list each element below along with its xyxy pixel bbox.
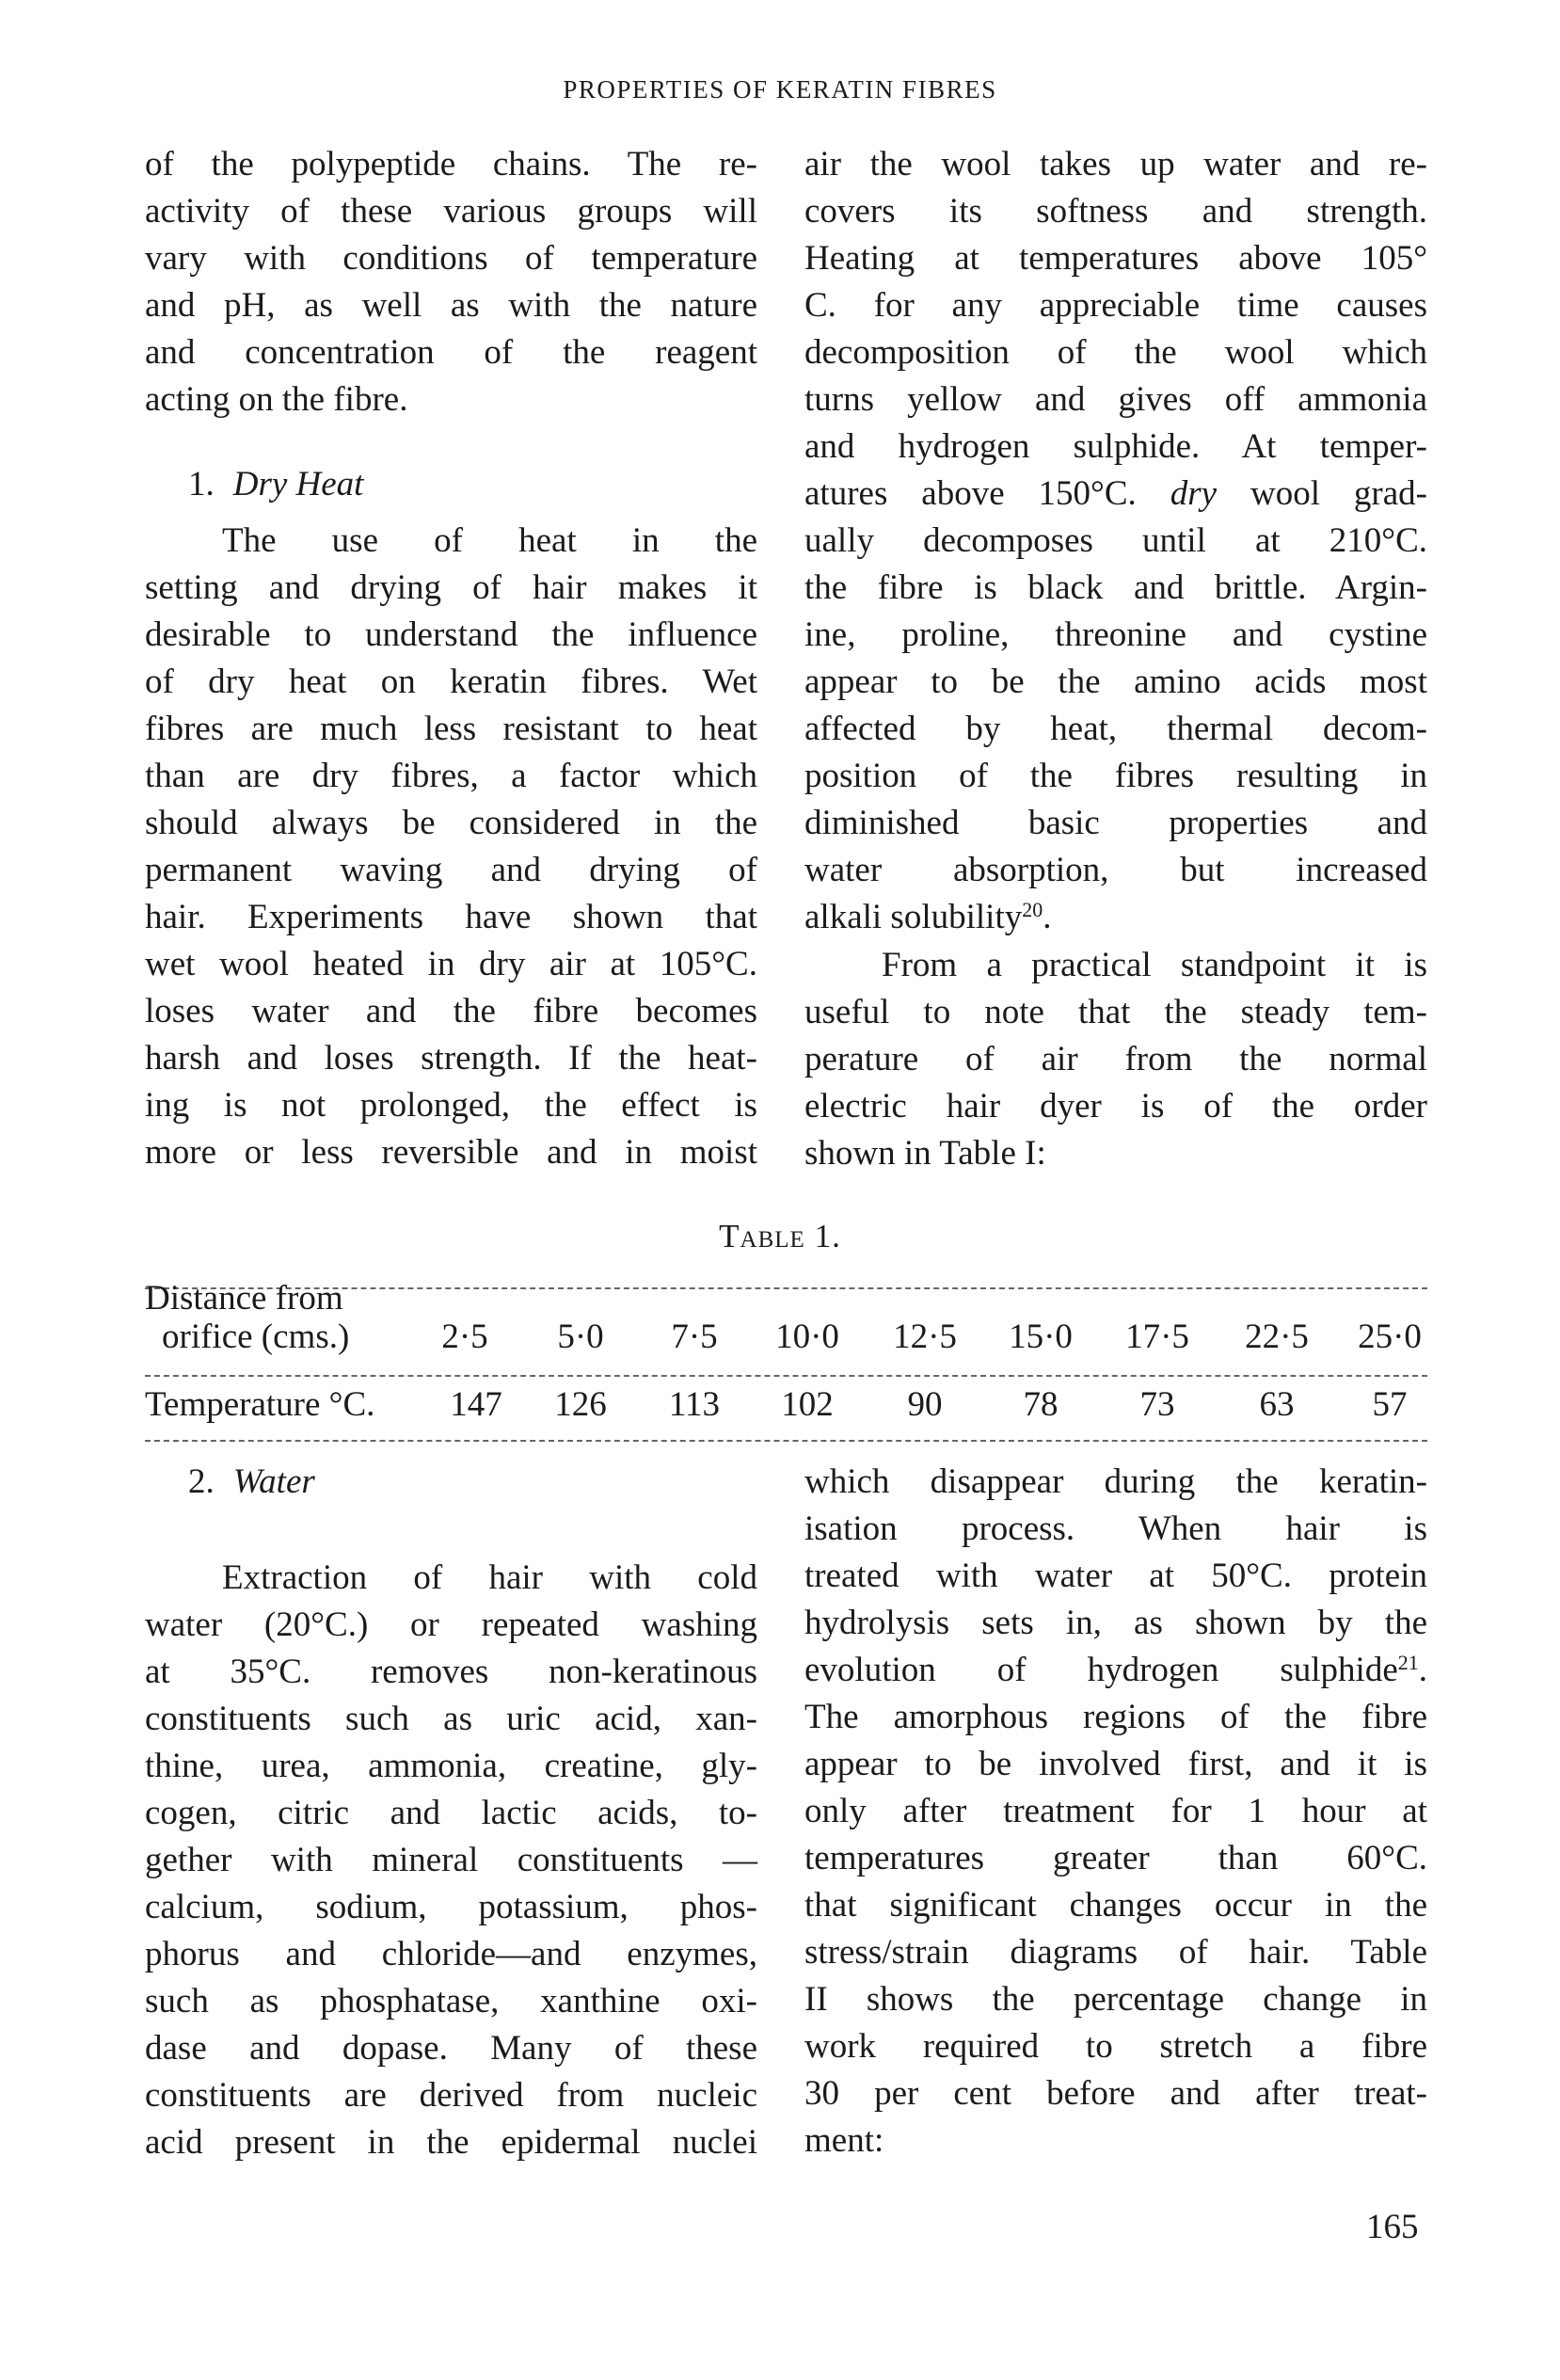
text-line: fibres are much less resistant to heat	[145, 710, 757, 748]
text-line: and pH, as well as with the nature	[145, 286, 757, 325]
text-line: gether with mineral constituents —	[145, 1841, 757, 1879]
table-cell-distance: 17·5	[1125, 1318, 1189, 1356]
text-line: calcium, sodium, potassium, phos-	[145, 1888, 757, 1926]
row-label-temperature: Temperature °C.	[145, 1385, 375, 1424]
table-cell-distance: 2·5	[441, 1318, 488, 1356]
text-line: From a practical standpoint it is	[882, 946, 1427, 984]
text-line	[804, 894, 1427, 941]
footnote-reference: 20	[1022, 898, 1043, 921]
text-line: The use of heat in the	[222, 521, 757, 560]
section-heading-dry-heat	[188, 461, 363, 508]
text-line: ine, proline, threonine and cystine	[804, 615, 1427, 654]
text-line: affected by heat, thermal decom-	[804, 710, 1427, 748]
text-segment: wool grad-	[1217, 474, 1427, 513]
text-line: cogen, citric and lactic acids, to-	[145, 1794, 757, 1832]
table-cell-temperature: 90	[907, 1385, 943, 1424]
row-label-distance-line2: orifice (cms.)	[162, 1318, 350, 1356]
text-line: the fibre is black and brittle. Argin-	[804, 568, 1427, 607]
section-title: Dry Heat	[232, 465, 364, 503]
table-cell-distance: 25·0	[1358, 1318, 1422, 1356]
row-label-distance-line1: Distance from	[145, 1279, 343, 1318]
text-segment: alkali solubility	[804, 898, 1023, 936]
footnote-reference: 21	[1397, 1651, 1419, 1674]
text-line: loses water and the fibre becomes	[145, 992, 757, 1030]
text-line: constituents such as uric acid, xan-	[145, 1700, 757, 1738]
table-caption: Table 1.	[719, 1218, 841, 1254]
paragraph-water-right	[804, 1459, 1427, 2164]
text-line: and concentration of the reagent	[145, 333, 757, 372]
table-cell-temperature: 147	[450, 1385, 502, 1424]
text-line: desirable to understand the influence	[145, 615, 757, 654]
text-line: thine, urea, ammonia, creatine, gly-	[145, 1747, 757, 1785]
text-line: vary with conditions of temperature	[145, 239, 757, 278]
table-cell-distance: 10·0	[775, 1318, 839, 1356]
text-line: more or less reversible and in moist	[145, 1133, 757, 1172]
table-middle-rule	[145, 1375, 1427, 1377]
text-line: stress/strain diagrams of hair. Table	[804, 1933, 1427, 1972]
text-line: Extraction of hair with cold	[222, 1558, 757, 1597]
table-cell-distance: 22·5	[1245, 1318, 1309, 1356]
text-line: perature of air from the normal	[804, 1040, 1427, 1078]
text-line: electric hair dyer is of the order	[804, 1087, 1427, 1126]
text-line: that significant changes occur in the	[804, 1886, 1427, 1925]
text-line: hydrolysis sets in, as shown by the	[804, 1604, 1427, 1642]
table-cell-temperature: 102	[781, 1385, 834, 1424]
text-segment: evolution of hydrogen sulphide	[804, 1651, 1398, 1689]
paragraph-dry-heat-left	[145, 518, 757, 1176]
text-line: water absorption, but increased	[804, 851, 1427, 889]
text-line: acting on the fibre.	[145, 380, 408, 419]
text-line: harsh and loses strength. If the heat-	[145, 1039, 757, 1078]
text-line: covers its softness and strength.	[804, 192, 1427, 231]
text-line: hair. Experiments have shown that	[145, 898, 757, 936]
text-segment: .	[1418, 1651, 1427, 1689]
table-cell-distance: 15·0	[1009, 1318, 1073, 1356]
text-line: turns yellow and gives off ammonia	[804, 380, 1427, 419]
running-header: PROPERTIES OF KERATIN FIBRES	[563, 75, 997, 104]
paragraph-practical	[804, 942, 1427, 1177]
text-line: dase and dopase. Many of these	[145, 2029, 757, 2068]
text-line: acid present in the epidermal nuclei	[145, 2123, 757, 2162]
text-line: ually decomposes until at 210°C.	[804, 521, 1427, 560]
text-line: air the wool takes up water and re-	[804, 145, 1427, 184]
text-line: permanent waving and drying of	[145, 851, 757, 889]
table-cell-temperature: 126	[554, 1385, 607, 1424]
text-line: wet wool heated in dry air at 105°C.	[145, 945, 757, 983]
text-line: and hydrogen sulphide. At temper-	[804, 427, 1427, 466]
paragraph-dry-heat-right	[804, 141, 1427, 941]
text-line: only after treatment for 1 hour at	[804, 1792, 1427, 1830]
text-line: isation process. When hair is	[804, 1509, 1427, 1548]
text-line: work required to stretch a fibre	[804, 2027, 1427, 2066]
text-line: should always be considered in the	[145, 804, 757, 842]
text-line: which disappear during the keratin-	[804, 1462, 1427, 1501]
text-line: setting and drying of hair makes it	[145, 568, 757, 607]
table-cell-temperature: 57	[1372, 1385, 1408, 1424]
text-line: decomposition of the wool which	[804, 333, 1427, 372]
text-line: Heating at temperatures above 105°	[804, 239, 1427, 278]
text-line: than are dry fibres, a factor which	[145, 757, 757, 795]
text-line: ment:	[804, 2121, 884, 2160]
text-line: phorus and chloride—and enzymes,	[145, 1935, 757, 1973]
section-title: Water	[232, 1462, 315, 1501]
text-line: temperatures greater than 60°C.	[804, 1839, 1427, 1877]
text-line: such as phosphatase, xanthine oxi-	[145, 1982, 757, 2021]
text-line: II shows the percentage change in	[804, 1980, 1427, 2019]
text-line: appear to be the amino acids most	[804, 663, 1427, 701]
text-line: water (20°C.) or repeated washing	[145, 1605, 757, 1644]
text-line: at 35°C. removes non-keratinous	[145, 1653, 757, 1691]
table-cell-distance: 5·0	[557, 1318, 604, 1356]
text-line: 30 per cent before and after treat-	[804, 2074, 1427, 2113]
text-line	[804, 1647, 1427, 1694]
paragraph-intro	[145, 141, 757, 423]
text-line: treated with water at 50°C. protein	[804, 1557, 1427, 1595]
section-number: 2.	[188, 1462, 215, 1501]
table-cell-distance: 12·5	[893, 1318, 957, 1356]
text-line: ing is not prolonged, the effect is	[145, 1086, 757, 1125]
table-cell-temperature: 113	[668, 1385, 721, 1424]
table-cell-distance: 7·5	[671, 1318, 718, 1356]
table-cell-temperature: 63	[1259, 1385, 1295, 1424]
text-line: C. for any appreciable time causes	[804, 286, 1427, 325]
text-line: shown in Table I:	[804, 1134, 1046, 1173]
table-cell-temperature: 73	[1139, 1385, 1175, 1424]
table-bottom-rule	[145, 1440, 1427, 1442]
text-line: diminished basic properties and	[804, 804, 1427, 842]
text-line: The amorphous regions of the fibre	[804, 1698, 1427, 1736]
text-segment: atures above 150°C.	[804, 474, 1170, 513]
italic-text: dry	[1170, 474, 1218, 513]
text-segment: .	[1043, 898, 1052, 936]
paragraph-water-left	[145, 1555, 757, 2166]
text-line: activity of these various groups will	[145, 192, 757, 231]
text-line: constituents are derived from nucleic	[145, 2076, 757, 2115]
text-line: appear to be involved first, and it is	[804, 1745, 1427, 1783]
table-cell-temperature: 78	[1023, 1385, 1059, 1424]
text-line: of the polypeptide chains. The re-	[145, 145, 757, 184]
section-number: 1.	[188, 465, 215, 503]
text-line	[804, 471, 1427, 518]
text-line: of dry heat on keratin fibres. Wet	[145, 663, 757, 701]
text-line: useful to note that the steady tem-	[804, 993, 1427, 1031]
section-heading-water	[188, 1459, 315, 1506]
text-line: position of the fibres resulting in	[804, 757, 1427, 795]
page-number: 165	[1366, 2208, 1419, 2246]
